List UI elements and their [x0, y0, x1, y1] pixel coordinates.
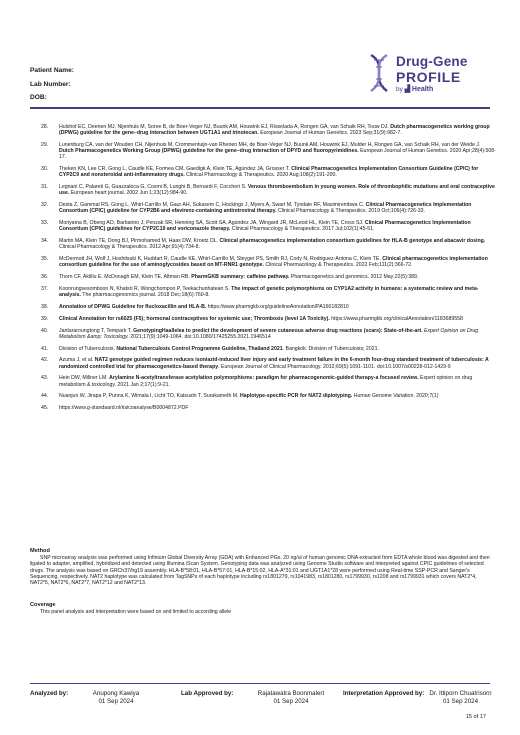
reference-text-part: Venous thromboembolism in young women. Role of thrombophilic mutations and oral contraceptive use. [59, 184, 495, 197]
interpretation-approved-name: Dr. Ittiporn Chuatrisorn [429, 690, 492, 697]
interpretation-approved-block [343, 690, 424, 698]
reference-text-part: Clinical pharmacogenetics implementation consortium guideline for the use of aminoglycosides based on MT-RNR1 genotype. [59, 256, 488, 269]
lab-approved-name: Rajatawatra Boonmalert [257, 690, 325, 697]
reference-text [59, 328, 496, 340]
reference-number: 45. [41, 405, 49, 412]
reference-number: 31. [41, 184, 49, 191]
reference-item [28, 124, 496, 136]
analyzed-by-label: Analyzed by: [30, 690, 69, 697]
reference-text [59, 220, 496, 232]
reference-text-part: Clinical Annotation for rs6025 (F5); hormonal contraceptives for systemic use; Thrombosis (level 1A Toxicity). [59, 315, 330, 322]
logo-by: by [396, 85, 403, 93]
reference-text [59, 286, 496, 298]
footer-divider [30, 683, 490, 684]
reference-item [28, 328, 496, 340]
reference-number: 32. [41, 202, 49, 209]
reference-text-part: Expert opinion on drug metabolism & toxicology. 2021 Jan 2;17(1):9-21. [59, 375, 473, 388]
reference-text [59, 184, 496, 196]
reference-text [59, 375, 496, 387]
lab-approved-block [181, 690, 233, 698]
interpretation-approved-label: Interpretation Approved by: [343, 690, 425, 697]
reference-text-part: Thorn CF, Aklillu E, McDonagh EM, Klein TE, Altman RB. [59, 274, 192, 281]
reference-text [59, 202, 496, 214]
reference-number: 34. [41, 238, 49, 245]
brand-mark-icon: ▟ [404, 85, 411, 93]
method-title: Method [30, 548, 50, 554]
reference-text-part: Clinical Pharmacology & Therapeutics. 2022 Feb;111(2):366-72. [263, 262, 413, 269]
reference-text-part: Azuma J, et al. [59, 357, 95, 364]
reference-text-part: Theken KN, Lee CR, Gong L, Caudle KE, Formea CM, Gaedigk A, Klein TE, Agúndez JA, Grosser T. [59, 166, 292, 173]
reference-text-part: Lunenburg CA, van der Wouden CH, Nijenhuis M, Crommentuijn-van Rhenen MH, de Boer-Veger NJ, Buunk AM, Houwink EJ, Mulder H, Rongen GA, van Schaik RH, van der Weide J. [59, 142, 481, 148]
analyzed-by-date: 01 Sep 2024 [98, 697, 134, 705]
reference-item [28, 375, 496, 387]
reference-item [28, 202, 496, 214]
reference-text [59, 124, 496, 136]
reference-item [28, 184, 496, 196]
reference-text [59, 316, 496, 322]
reference-text-part: European heart journal. 2002 Jun 1;23(12):984-90. [69, 190, 188, 197]
patient-name-label: Patient Name: [30, 67, 74, 74]
reference-item [28, 142, 496, 161]
reference-text-part: Nuanjun W, Jirapa P, Punna K, Wimala I, Licht TO, Katsushi T, Surakameth M. [59, 393, 240, 400]
reference-text [59, 393, 496, 399]
reference-text-part: Dutch Pharmacogenetics Working Group (DPWG) guideline for the gene–drug interaction of DPYD and fluoropyrimidines. [59, 148, 359, 155]
reference-text-part: National Tuberculosis Control Programme Guideline, Thailand 2021 [116, 345, 283, 352]
reference-number: 42. [41, 357, 49, 364]
reference-number: 28. [41, 124, 49, 130]
reference-text [59, 166, 496, 178]
reference-list [28, 124, 496, 417]
reference-text-part: Human Genome Variation. 2020;7(1) [352, 393, 439, 400]
analyzed-by-block [30, 690, 68, 698]
reference-text-part: Expert Opinion on Drug Metabolism &amp; Toxicology. [59, 327, 479, 340]
reference-text-part: The pharmacogenomics journal. 2018 Dec;18(6):760-8. [80, 292, 210, 299]
reference-text-part: Clinical Pharmacology & Therapeutics. 2012 Apr;91(4):734-8. [59, 244, 200, 251]
reference-item [28, 256, 496, 268]
lab-approved-signature [250, 690, 332, 705]
reference-text-part: Annotation of DPWG Guideline for flucloxacillin and HLA-B. [59, 304, 207, 310]
logo-brand [396, 86, 468, 94]
reference-item [28, 286, 496, 298]
reference-text-part: https://www.g-standaard.nl/risicoanalyse/B0004872.PDF [59, 405, 189, 412]
reference-text-part: Dutch pharmacogenetics working group (DPWG) guideline for the gene–drug interaction between UGT1A1 and irinotecan. [59, 124, 490, 137]
reference-text-part: Martin MA, Klein TE, Dong BJ, Pirmohamed M, Haas DW, Kroetz DL. [59, 238, 220, 245]
reference-number: 44. [41, 393, 49, 400]
reference-number: 29. [41, 142, 49, 148]
reference-text-part: The impact of genetic polymorphisms on CYP1A2 activity in humans: a systematic review and meta-analysis. [59, 286, 479, 299]
reference-text-part: Haplotype-specific PCR for NAT2 diplotyping. [239, 393, 353, 400]
reference-number: 43. [41, 375, 49, 382]
reference-text-part: . Bangkok: Division of Tuberculosis; 2021. [282, 345, 379, 352]
reference-text-part: Clinical Pharmacology & Therapeutics. 2017 Jul;102(1):45-51. [230, 226, 375, 233]
reference-text-part: Clinical Pharmacology & Therapeutics. 2019 Oct;106(4):726-33. [276, 208, 425, 215]
reference-item [28, 274, 496, 280]
reference-text [59, 346, 496, 352]
drug-gene-profile-logo [366, 51, 494, 97]
reference-text-part: PharmGKB summary: caffeine pathway. [191, 274, 290, 281]
reference-text-part: Clinical Pharmacology & Therapeutics. 2020 Aug;108(2):191-200. [184, 172, 337, 179]
reference-text-part: Moriyama B, Obeng AO, Barbarino J, Penzak SR, Henning SA, Scott SA, Agúndez JA, Wingard JR, McLeod HL, Klein TE, Cross SJ. [59, 220, 365, 227]
reference-text [59, 304, 496, 310]
reference-item [28, 304, 496, 310]
reference-text [59, 357, 496, 369]
interpretation-approved-date: 01 Sep 2024 [442, 697, 479, 705]
logo-brand-name: Health [411, 85, 434, 93]
reference-text-part: Division of Tuberculosis. [59, 345, 117, 352]
reference-text-part: Koonrungsesomboon N, Khatsri R, Wongchompoo P, Teekachunhatean S. [59, 286, 232, 292]
reference-text-part: Clinical Pharmacogenetics Implementation Consortium (CPIC) guideline for CYP2B6 and efavirenz-containing antiretroviral therapy. [59, 202, 472, 215]
reference-text-part: Hulshof EC, Deenen MJ, Nijenhuis M, Soree B, de Boer-Veger NJ, Buunk AM, Houwink EJ, Risselada A, Rongen GA, van Schaik RH, Touw DJ. [59, 124, 391, 130]
reference-item [28, 393, 496, 399]
reference-text-part: 2021;17(9):1049-1064. doi:10.1080/17425255.2021.1946514 [128, 333, 271, 340]
reference-text-part: . European Journal of Clinical Pharmacology. 2012;69(5):1091-1101. doi:10.1007/s00228-012-1429-9 [218, 363, 451, 370]
reference-number: 40. [41, 327, 49, 334]
reference-text-part: Desta Z, Gammal RS, Gong L, Whirl-Carrillo M, Gaur AH, Sukasem C, Hockings J, Myers A, Swart M, Tyndale RF, Masimirembwa C. [59, 202, 366, 209]
reference-text [59, 256, 496, 268]
reference-text-part: European Journal of Human Genetics. 2020 Apr;28(4):508-17. [59, 148, 496, 161]
reference-number: 41. [41, 345, 49, 352]
lab-number-label: Lab Number: [30, 80, 71, 88]
reference-text-part: Legnani C, Palareti G, Guazzaloca G, Cosmi B, Lunghi B, Bernardi F, Coccheri S. [59, 184, 248, 191]
reference-number: 36. [41, 274, 49, 281]
analyzed-by-name: Anupong Kawiya [92, 690, 140, 697]
header-divider [30, 107, 490, 109]
patient-info [30, 64, 74, 105]
reference-text [59, 405, 496, 411]
coverage-section [30, 602, 496, 615]
reference-text-part: NAT2 genotype guided regimen reduces isoniazid-induced liver injury and early treatment failure in the 6-month four-drug standard treatment of tuberculosis: A randomized controlled trial for pharmacogenetics-based therapy [59, 357, 489, 370]
reference-item [28, 220, 496, 232]
method-body: SNP microarray analysis was performed using Infinium Global Diversity Array (GDA) with Enhanced PGx. 20 ng/ul of human genomic DNA extracted from EDTA whole blood was digested and then ligated to adapter, amplified, hybridized and detected using Illumina iScan System. Genotyping data was analyzed using Genome Studio software and interpreted against CPIC guidelines of selected drugs. The analysis was based on GRCh37/hg19 assembly. HLA-B*58:01, HLA-B*57:01, HLA-B*15:02, HLA-A*31:01 and UGT1A1*28 were performed using Real-time SSP-PCR and Sanger's Sequencing, respectively. NAT2 haplotype was calculated from TagSNPs of each haplotype including rs1801279, rs1041983, rs1801280, rs1799930, rs1208 and rs1799931 which covers NAT2*4, NAT2*5, NAT2*6, NAT2*7, NAT2*12 and NAT2*13. [30, 555, 490, 587]
reference-text-part: Pharmacogenetics and genomics. 2012 May;22(5):389. [289, 274, 419, 281]
analyzed-by-signature [82, 690, 150, 705]
reference-text-part: European Journal of Human Genetics. 2023 Sep;31(9):982-7. [258, 130, 402, 137]
reference-item [28, 357, 496, 369]
page-number: 15 of 17 [465, 714, 486, 720]
reference-item [28, 405, 496, 411]
reference-item [28, 238, 496, 250]
reference-text-part: McDermott JH, Wolf J, Hoshitsuki K, Huddart R, Caudle KE, Whirl-Carrillo M, Steyger PS, Smith RJ, Cody N, Rodriguez-Antona C, Klein TE. [59, 256, 383, 263]
reference-text-part: https://www.pharmgkb.org/clinicalAnnotation/1183689558 [329, 315, 463, 322]
interpretation-approved-signature [423, 690, 498, 705]
logo-subtitle: PROFILE [396, 68, 461, 85]
reference-text-part: https://www.pharmgkb.org/guidelineAnnotation/PA166182810 [206, 304, 349, 310]
reference-number: 33. [41, 220, 49, 227]
reference-text-part: Jantararoungtong T, Tempark T. [59, 327, 134, 334]
dna-helix-icon [366, 53, 392, 93]
reference-item [28, 346, 496, 352]
reference-item [28, 316, 496, 322]
reference-text-part: Clinical Pharmacogenetics Implementation Consortium (CPIC) guidelines for CYP2C19 and voriconazole therapy. [59, 220, 471, 233]
coverage-title: Coverage [30, 602, 56, 608]
dob-label: DOB: [30, 94, 47, 101]
logo-title: Drug-Gene [396, 54, 468, 69]
reference-number: 38. [41, 304, 49, 310]
reference-text-part: GenotypingHaallelea to predict the development of severe cutaneous adverse drug reactions (scars): State-of-the-art. [133, 327, 423, 334]
reference-text [59, 274, 496, 280]
reference-text-part: Hein DW, Millner LM. [59, 375, 110, 382]
reference-text [59, 238, 496, 250]
lab-approved-label: Lab Approved by: [181, 690, 234, 697]
reference-text-part: Clinical pharmacogenetics implementation consortium guidelines for HLA-B genotype and abacavir dosing. [219, 238, 486, 245]
reference-number: 35. [41, 256, 49, 263]
reference-number: 30. [41, 166, 49, 173]
reference-number: 37. [41, 286, 49, 292]
method-section [30, 548, 496, 586]
reference-number: 39. [41, 315, 49, 322]
coverage-body: This panel analysis and interpretation were based on and limited to according allele [40, 609, 232, 616]
reference-text-part: Clinical Pharmacogenetics Implementation Consortium Guideline (CPIC) for CYP2C9 and nonsteroidal anti-inflammatory drugs. [59, 166, 479, 179]
reference-item [28, 166, 496, 178]
lab-approved-date: 01 Sep 2024 [273, 697, 309, 705]
reference-text-part: Arylamine N-acetyltransferase acetylation polymorphisms: paradigm for pharmacogenomic-guided therapy-a focused review. [109, 375, 419, 382]
reference-text [59, 142, 496, 161]
